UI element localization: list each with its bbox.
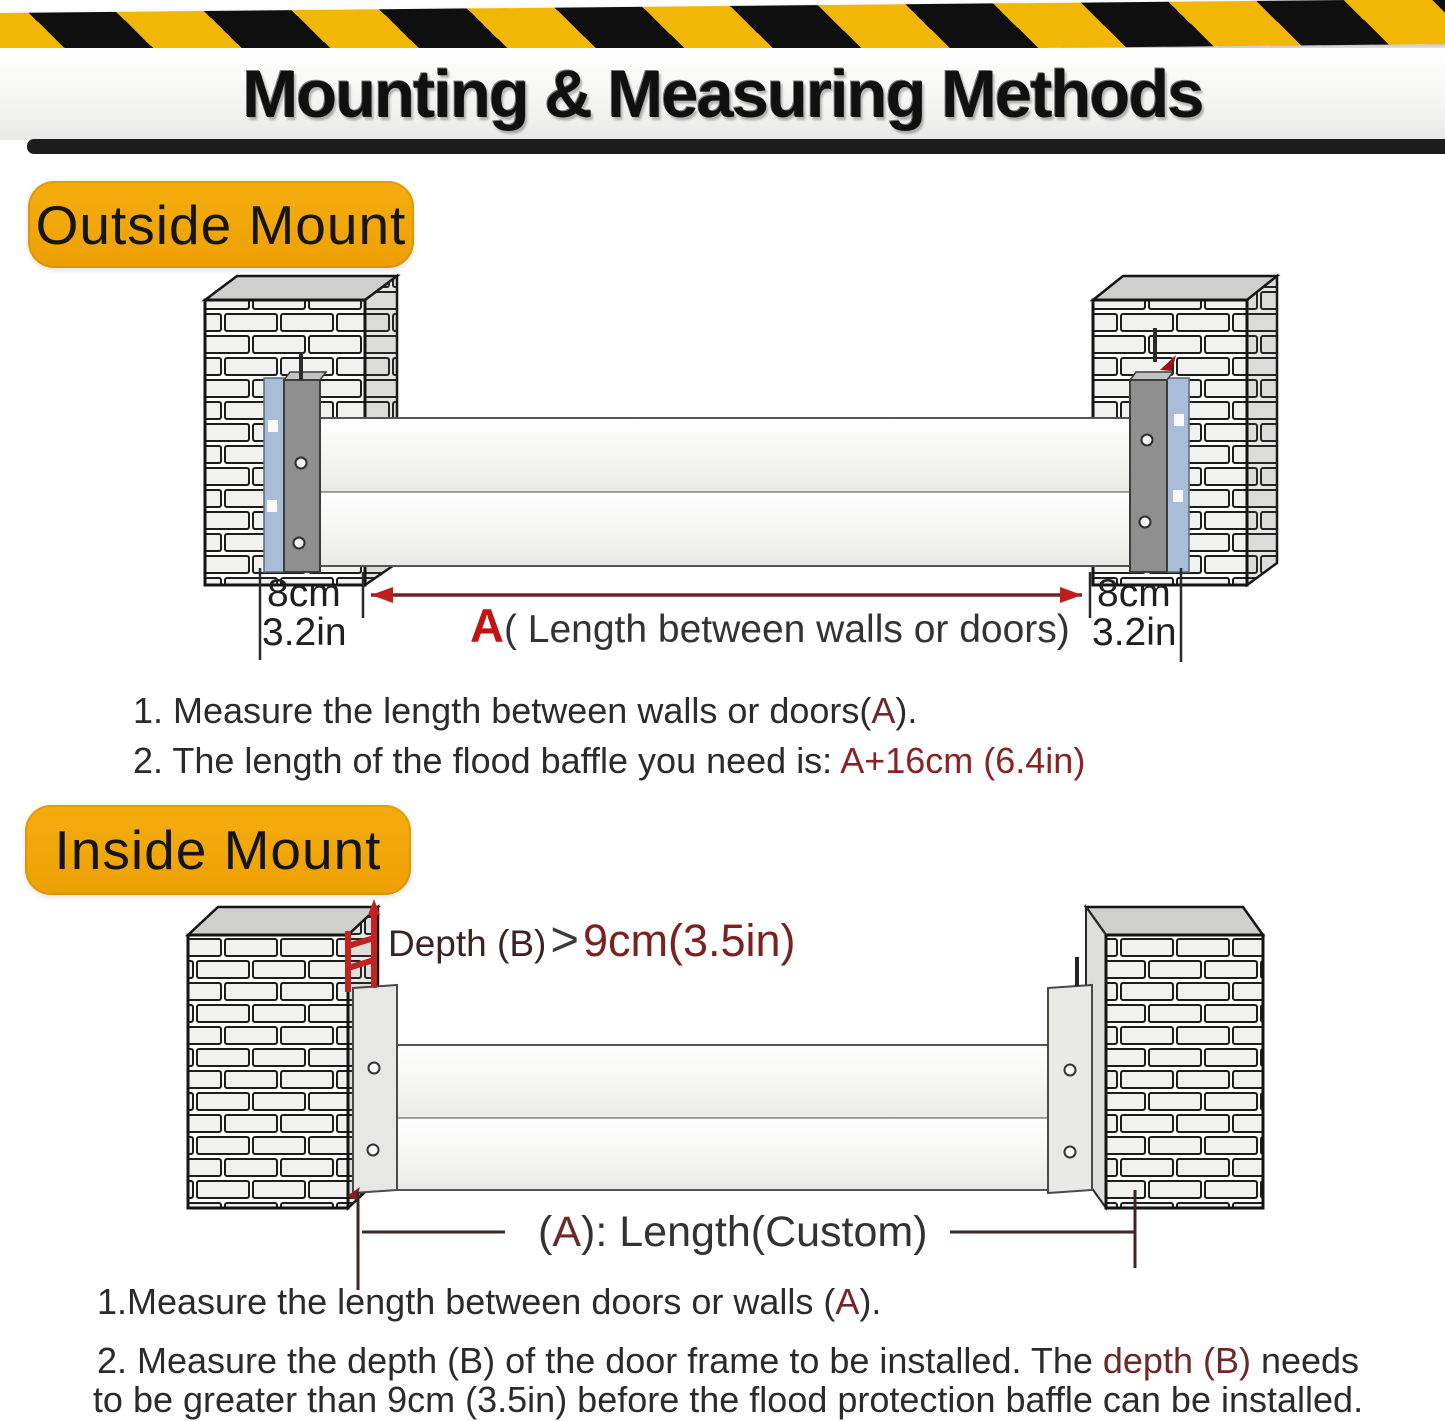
note-text: 1. Measure the length between walls or doors(	[133, 690, 872, 731]
screw-hole	[1065, 1065, 1076, 1076]
bracket-body	[1130, 380, 1167, 572]
span-length-rest: ( Length between walls or doors)	[503, 608, 1070, 651]
bracket-bevel	[284, 372, 326, 380]
channel-body	[1048, 985, 1092, 1193]
strip-highlight	[268, 420, 278, 432]
note-text: ).	[895, 690, 918, 731]
screw-hole	[1140, 517, 1151, 528]
len-rest: Length(Custom)	[619, 1208, 928, 1256]
screw-hole	[1065, 1147, 1076, 1158]
span-length-label	[470, 598, 1070, 653]
title-underline-bar	[27, 139, 1445, 154]
outside-note-1	[133, 690, 917, 732]
note-text: 2. Measure the depth (B) of the door frame to be installed. The	[96, 1340, 1103, 1381]
dim-left-in: 3.2in	[262, 611, 347, 654]
pillar-side-shade	[1247, 276, 1277, 585]
outside-left-bracket	[264, 352, 326, 572]
span-length-a: A	[470, 599, 504, 652]
dim-right-cm: 8cm	[1097, 572, 1171, 615]
screw-hole	[1142, 435, 1153, 446]
inside-mount-badge: Inside Mount	[25, 805, 411, 895]
outside-mount-badge: Outside Mount	[28, 181, 414, 268]
screw-hole	[296, 458, 307, 469]
barrier-panel-top	[318, 418, 1165, 492]
inside-note-2-line2	[38, 1379, 1418, 1421]
strip-highlight	[267, 500, 277, 512]
barrier-panel-top	[395, 1045, 1062, 1118]
len-mid: ):	[581, 1208, 620, 1256]
page-title: Mounting & Measuring Methods	[242, 57, 1203, 132]
pillar-top-face	[1086, 907, 1263, 935]
note-text: 2. The length of the flood baffle you need is:	[133, 740, 841, 781]
inside-right-channel	[1048, 957, 1092, 1193]
barrier-panel-bottom	[395, 1118, 1062, 1190]
screw-hole	[294, 538, 305, 549]
screw-hole	[368, 1145, 379, 1156]
pillar-top-face	[188, 907, 378, 935]
custom-length-label	[538, 1208, 928, 1257]
dim-right-in: 3.2in	[1092, 611, 1177, 654]
pillar-front-face	[1106, 935, 1263, 1208]
note-text-accent: A	[835, 1281, 860, 1322]
blue-seal-strip	[264, 378, 284, 572]
inside-left-channel	[347, 985, 397, 1200]
note-text-accent: depth (B)	[1102, 1340, 1251, 1381]
depth-label-value: 9cm(3.5in)	[582, 915, 796, 966]
inside-right-pillar	[1086, 907, 1263, 1208]
flood-barrier-panels	[318, 418, 1165, 566]
len-a: A	[552, 1208, 582, 1256]
inside-note-1	[97, 1281, 881, 1323]
strip-highlight	[1173, 490, 1183, 502]
depth-label-lead: Depth (B)	[388, 923, 547, 964]
strip-highlight	[1174, 414, 1184, 426]
note-text: ).	[859, 1281, 882, 1322]
note-text: 1.Measure the length between doors or walls (	[97, 1281, 836, 1322]
arrow-head-left-icon	[371, 587, 393, 603]
len-open: (	[538, 1208, 553, 1256]
greater-than-sign: >	[550, 913, 579, 967]
pillar-front-face	[188, 935, 348, 1208]
blue-seal-strip	[1167, 378, 1189, 572]
pillar-top-face	[1093, 276, 1277, 300]
bracket-bevel	[1130, 372, 1173, 380]
depth-label	[388, 912, 796, 968]
note-text: to be greater than 9cm (3.5in) before the flood protection baffle can be installed.	[92, 1379, 1364, 1420]
note-text: needs	[1250, 1340, 1360, 1381]
flood-barrier-panels	[395, 1045, 1062, 1190]
screw-hole	[369, 1063, 380, 1074]
barrier-panel-bottom	[318, 492, 1165, 566]
dim-left-cm: 8cm	[267, 572, 341, 615]
note-text-accent: A	[871, 690, 896, 731]
note-text-accent: A+16cm (6.4in)	[840, 740, 1086, 781]
outside-note-2	[133, 740, 1085, 782]
inside-note-2-line1	[38, 1340, 1418, 1382]
channel-body	[353, 985, 397, 1193]
